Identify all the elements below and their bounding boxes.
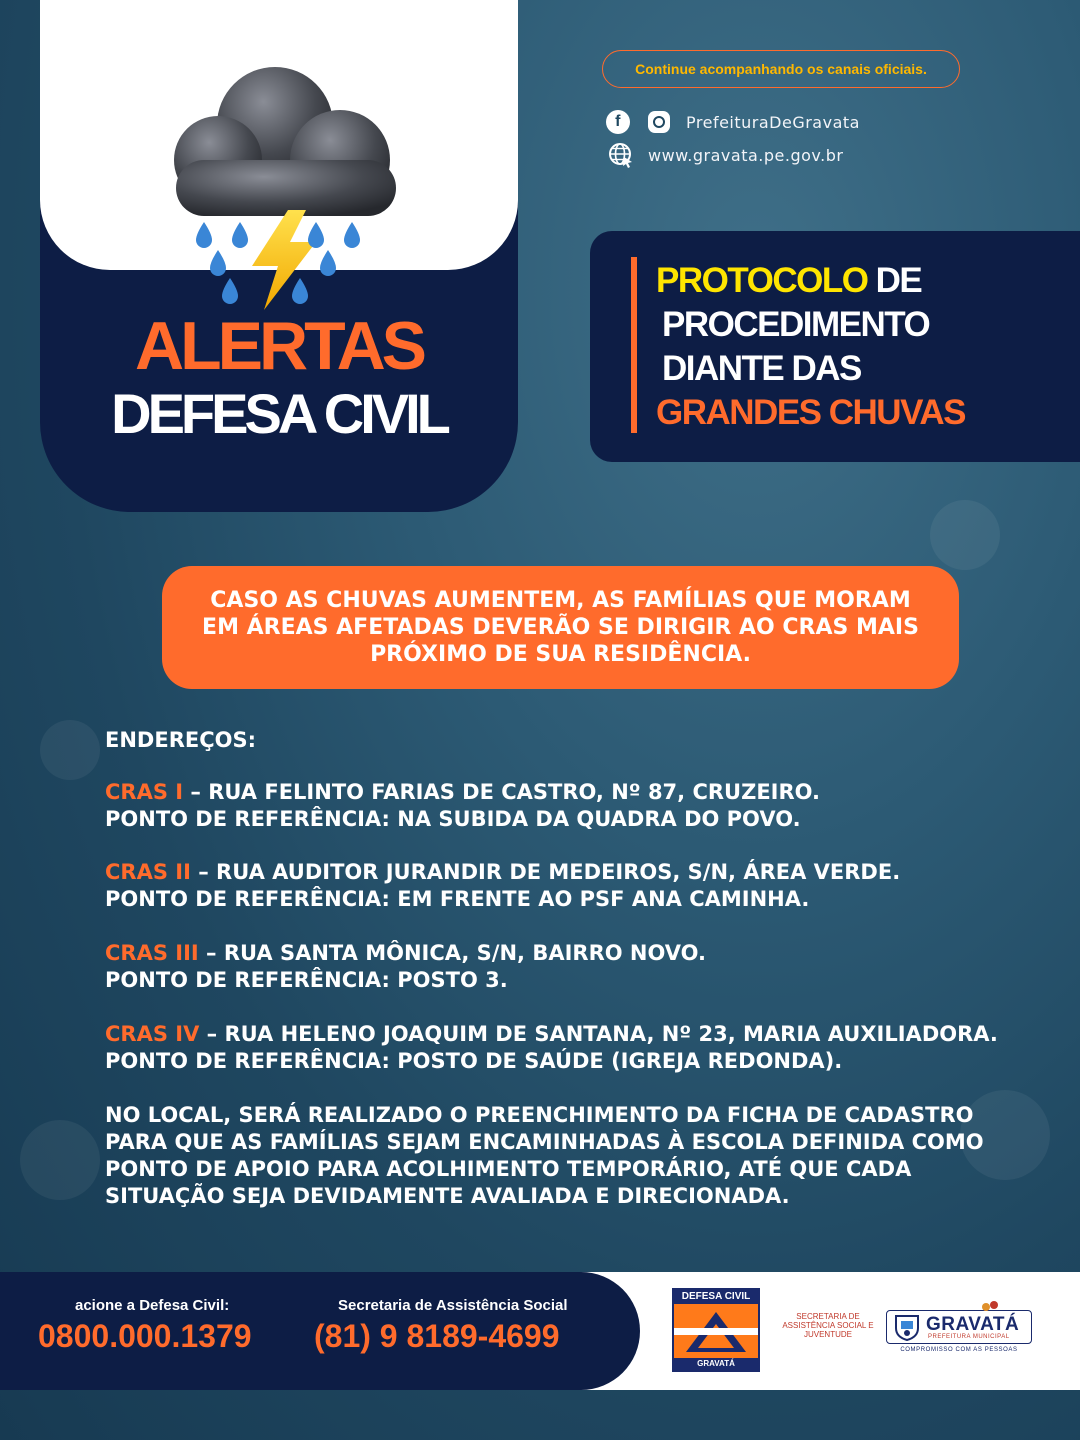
gravata-coat-of-arms-icon [892, 1313, 922, 1341]
protocol-highlight: PROTOCOLO [656, 261, 868, 300]
background-bokeh [20, 1120, 100, 1200]
assistencia-social-label: Secretaria de Assistência Social [338, 1297, 568, 1314]
gravata-subtitle: PREFEITURA MUNICIPAL [928, 1334, 1010, 1340]
background-bokeh [930, 500, 1000, 570]
assistencia-social-phone[interactable]: (81) 9 8189-4699 [314, 1318, 560, 1354]
defesa-civil-logo-text: DEFESA CIVIL [674, 1290, 758, 1304]
cras-reference: PONTO DE REFERÊNCIA: POSTO 3. [105, 968, 508, 992]
protocol-line-1 [656, 263, 921, 298]
cras-name: CRAS I [105, 780, 184, 804]
cras-address [105, 940, 706, 967]
secretaria-logo: SECRETARIA DE ASSISTÊNCIA SOCIAL E JUVENTUDE [782, 1312, 874, 1339]
defesa-civil-phone[interactable]: 0800.000.1379 [38, 1318, 252, 1354]
cras-name: CRAS IV [105, 1022, 200, 1046]
footer-contacts [0, 1272, 640, 1390]
instagram-icon[interactable] [648, 111, 670, 133]
closing-line: SITUAÇÃO SEJA DEVIDAMENTE AVALIADA E DIRECIONADA. [105, 1184, 790, 1208]
alert-card [40, 0, 518, 512]
protocol-line-3: DIANTE DAS [662, 349, 861, 388]
cras-reference: PONTO DE REFERÊNCIA: NA SUBIDA DA QUADRA DO POVO. [105, 807, 801, 831]
closing-line: NO LOCAL, SERÁ REALIZADO O PREENCHIMENTO DA FICHA DE CADASTRO [105, 1103, 974, 1127]
cras-name: CRAS III [105, 941, 199, 965]
protocol-line-4: GRANDES CHUVAS [656, 393, 965, 432]
gravata-logo [886, 1300, 1032, 1358]
gravata-slogan: COMPROMISSO COM AS PESSOAS [900, 1347, 1018, 1353]
cras-reference: PONTO DE REFERÊNCIA: POSTO DE SAÚDE (IGREJA REDONDA). [105, 1049, 843, 1073]
cras-street: – RUA AUDITOR JURANDIR DE MEDEIROS, S/N, ÁREA VERDE. [190, 860, 901, 884]
alert-title: ALERTAS [134, 308, 424, 384]
website-row[interactable] [608, 142, 843, 168]
social-handle[interactable]: PrefeituraDeGravata [686, 112, 860, 132]
closing-line: PARA QUE AS FAMÍLIAS SEJAM ENCAMINHADAS À ESCOLA DEFINIDA COMO [105, 1130, 984, 1154]
facebook-icon[interactable]: f [606, 110, 630, 134]
closing-line: PONTO DE APOIO PARA ACOLHIMENTO TEMPORÁRIO, ATÉ QUE CADA [105, 1157, 912, 1181]
accent-bar [631, 257, 637, 433]
background-bokeh [40, 720, 100, 780]
alert-subtitle: DEFESA CIVIL [111, 382, 447, 445]
cras-street: – RUA FELINTO FARIAS DE CASTRO, Nº 87, CRUZEIRO. [183, 780, 821, 804]
gravata-flower-icon [980, 1300, 1000, 1314]
channels-pill: Continue acompanhando os canais oficiais. [602, 50, 960, 88]
cras-address [105, 1021, 998, 1048]
storm-cloud-icon [140, 60, 420, 320]
social-media-row[interactable] [606, 110, 860, 134]
addresses-heading: ENDEREÇOS: [105, 728, 256, 752]
protocol-line-2: PROCEDIMENTO [662, 305, 930, 344]
cras-street: – RUA HELENO JOAQUIM DE SANTANA, Nº 23, MARIA AUXILIADORA. [199, 1022, 998, 1046]
globe-icon [608, 142, 634, 168]
protocol-card [590, 231, 1080, 462]
defesa-civil-logo-city: GRAVATÁ [674, 1358, 758, 1370]
protocol-line-1-rest: DE [867, 261, 922, 300]
cras-address [105, 859, 900, 886]
defesa-civil-emblem-icon [674, 1304, 758, 1360]
website-link[interactable]: www.gravata.pe.gov.br [648, 145, 844, 165]
cras-reference: PONTO DE REFERÊNCIA: EM FRENTE AO PSF ANA CAMINHA. [105, 887, 810, 911]
cras-address [105, 779, 820, 806]
gravata-name: GRAVATÁ [926, 1314, 1020, 1335]
defesa-civil-label: acione a Defesa Civil: [75, 1297, 230, 1314]
notice-banner: CASO AS CHUVAS AUMENTEM, AS FAMÍLIAS QUE MORAM EM ÁREAS AFETADAS DEVERÃO SE DIRIGIR AO CRAS MAIS PRÓXIMO DE SUA RESIDÊNCIA. [162, 566, 959, 689]
cras-name: CRAS II [105, 860, 191, 884]
defesa-civil-logo [672, 1288, 760, 1372]
cras-street: – RUA SANTA MÔNICA, S/N, BAIRRO NOVO. [198, 941, 707, 965]
